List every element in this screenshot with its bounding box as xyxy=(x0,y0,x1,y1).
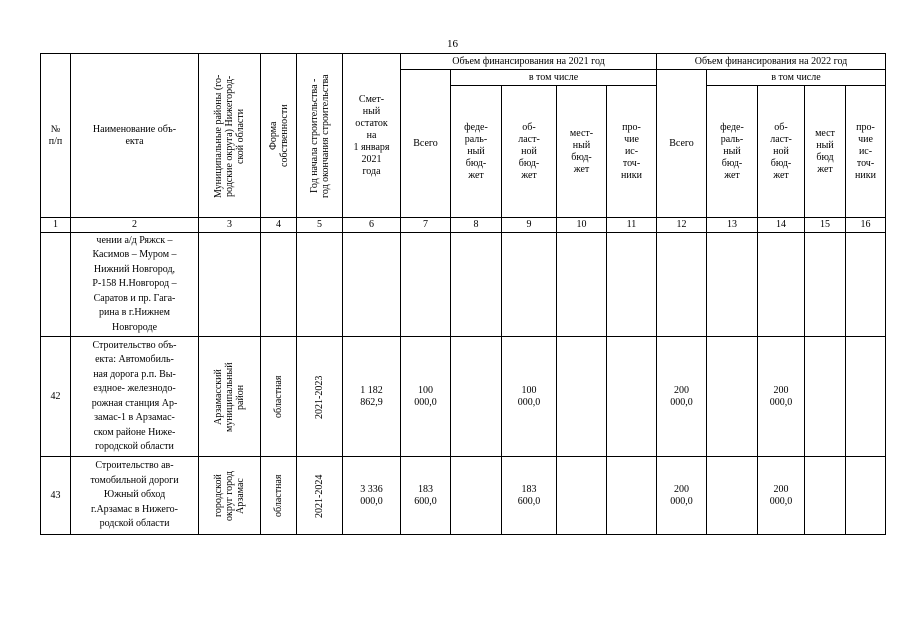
object-name-line: ная дорога р.п. Вы- xyxy=(93,368,176,380)
oth-2022 xyxy=(846,337,886,457)
oth-2021 xyxy=(607,457,657,535)
header-loc-2021: мест- ный бюд- жет xyxy=(557,86,607,218)
header-including-2022: в том числе xyxy=(707,70,886,86)
total-2021 xyxy=(401,233,451,337)
fed-2021 xyxy=(451,457,502,535)
column-number: 15 xyxy=(805,218,846,233)
years-cell xyxy=(297,457,343,535)
object-name-line: рина в г.Нижнем xyxy=(99,307,170,319)
total-2022: 200 000,0 xyxy=(657,457,707,535)
header-num: № п/п xyxy=(41,54,71,218)
ownership: областная xyxy=(273,474,284,517)
object-name-line: г.Арзамас в Нижего- xyxy=(90,503,179,515)
table-row xyxy=(41,233,886,337)
column-number: 8 xyxy=(451,218,502,233)
years: 2021-2023 xyxy=(314,374,325,419)
table-row xyxy=(41,337,886,457)
ownership-cell xyxy=(261,337,297,457)
header-reg-2022: об- ласт- ной бюд- жет xyxy=(758,86,805,218)
object-name-line: Южный обход xyxy=(103,489,166,501)
header-total-2022: Всего xyxy=(657,70,707,218)
years-cell xyxy=(297,337,343,457)
total-2022: 200 000,0 xyxy=(657,337,707,457)
oth-2022 xyxy=(846,457,886,535)
column-number: 10 xyxy=(557,218,607,233)
column-number: 7 xyxy=(401,218,451,233)
column-number: 14 xyxy=(758,218,805,233)
page-number: 16 xyxy=(447,38,458,50)
object-name xyxy=(71,337,199,457)
table-row xyxy=(41,457,886,535)
header-ownership: Форма собственности xyxy=(267,104,290,167)
header-district: Муниципальные районы (го- родские округа) Нижегород- ской области xyxy=(213,73,246,198)
object-name-line: томобильной дороги xyxy=(90,474,179,486)
object-name-line: городской области xyxy=(95,441,174,452)
ownership-cell xyxy=(261,457,297,535)
reg-2022: 200 000,0 xyxy=(758,337,805,457)
fed-2022 xyxy=(707,457,758,535)
oth-2022 xyxy=(846,233,886,337)
loc-2022 xyxy=(805,337,846,457)
column-number-row xyxy=(41,218,886,233)
fed-2021 xyxy=(451,337,502,457)
loc-2021 xyxy=(557,337,607,457)
financing-table xyxy=(40,53,886,535)
object-name-line: Р-158 Н.Новгород – xyxy=(92,278,177,290)
object-name-line: Нижний Новгород, xyxy=(93,263,176,275)
reg-2021: 183 600,0 xyxy=(502,457,557,535)
object-name-line: рожная станция Ар- xyxy=(91,397,178,409)
column-number: 1 xyxy=(41,218,71,233)
district: городской округ город Арзамас xyxy=(213,470,246,521)
header-years: Год начала строительства - год окончания строительства xyxy=(308,73,331,198)
header-fed-2022: феде- раль- ный бюд- жет xyxy=(707,86,758,218)
loc-2021 xyxy=(557,233,607,337)
header-total-2021: Всего xyxy=(401,70,451,218)
header-fed-2021: феде- раль- ный бюд- жет xyxy=(451,86,502,218)
header-estimate: Смет- ный остаток на 1 января 2021 года xyxy=(343,54,401,218)
object-name xyxy=(71,457,199,535)
reg-2022 xyxy=(758,233,805,337)
object-name-line: екта: Автомобиль- xyxy=(95,354,174,365)
column-number: 12 xyxy=(657,218,707,233)
oth-2021 xyxy=(607,233,657,337)
ownership xyxy=(261,233,297,337)
column-number: 11 xyxy=(607,218,657,233)
district xyxy=(199,233,261,337)
loc-2022 xyxy=(805,233,846,337)
header-fin-2022: Объем финансирования на 2022 год xyxy=(657,54,886,70)
header-oth-2022: про- чие ис- точ- ники xyxy=(846,86,886,218)
reg-2021: 100 000,0 xyxy=(502,337,557,457)
reg-2022: 200 000,0 xyxy=(758,457,805,535)
column-number: 9 xyxy=(502,218,557,233)
column-number: 16 xyxy=(846,218,886,233)
column-number: 13 xyxy=(707,218,758,233)
years xyxy=(297,233,343,337)
header-years-cell xyxy=(297,54,343,218)
object-name-line: Строительство ав- xyxy=(95,460,174,472)
row-num: 42 xyxy=(41,337,71,457)
object-name-line: чении а/д Ряжск – xyxy=(96,234,173,246)
column-number: 3 xyxy=(199,218,261,233)
oth-2021 xyxy=(607,337,657,457)
object-name-line: Касимов – Муром – xyxy=(92,249,177,261)
column-number: 2 xyxy=(71,218,199,233)
header-reg-2021: об- ласт- ной бюд- жет xyxy=(502,86,557,218)
total-2022 xyxy=(657,233,707,337)
loc-2021 xyxy=(557,457,607,535)
years: 2021-2024 xyxy=(314,473,325,518)
column-number: 6 xyxy=(343,218,401,233)
object-name-line: ездное- железнодо- xyxy=(93,383,176,394)
ownership: областная xyxy=(273,375,284,418)
header-district-cell xyxy=(199,54,261,218)
object-name-line: Новгороде xyxy=(111,321,158,333)
column-number: 5 xyxy=(297,218,343,233)
object-name-line: Саратов и пр. Гага- xyxy=(93,292,176,304)
header-ownership-cell xyxy=(261,54,297,218)
fed-2021 xyxy=(451,233,502,337)
fed-2022 xyxy=(707,233,758,337)
object-name-line: ском районе Нижe- xyxy=(93,426,176,438)
object-name xyxy=(71,233,199,337)
total-2021: 183 600,0 xyxy=(401,457,451,535)
district: Арзамасский муниципальный район xyxy=(213,361,246,432)
district-cell xyxy=(199,337,261,457)
header-object-name: Наименование объ- екта xyxy=(71,54,199,218)
row-num xyxy=(41,233,71,337)
header-fin-2021: Объем финансирования на 2021 год xyxy=(401,54,657,70)
object-name-line: родской области xyxy=(99,518,170,530)
estimate: 3 336 000,0 xyxy=(343,457,401,535)
total-2021: 100 000,0 xyxy=(401,337,451,457)
object-name-line: замас-1 в Арзамас- xyxy=(94,412,175,423)
header-including-2021: в том числе xyxy=(451,70,657,86)
estimate xyxy=(343,233,401,337)
loc-2022 xyxy=(805,457,846,535)
header-oth-2021: про- чие ис- точ- ники xyxy=(607,86,657,218)
object-name-line: Строительство объ- xyxy=(92,339,177,351)
row-num: 43 xyxy=(41,457,71,535)
estimate: 1 182 862,9 xyxy=(343,337,401,457)
district-cell xyxy=(199,457,261,535)
header-loc-2022: мест ный бюд жет xyxy=(805,86,846,218)
fed-2022 xyxy=(707,337,758,457)
reg-2021 xyxy=(502,233,557,337)
column-number: 4 xyxy=(261,218,297,233)
